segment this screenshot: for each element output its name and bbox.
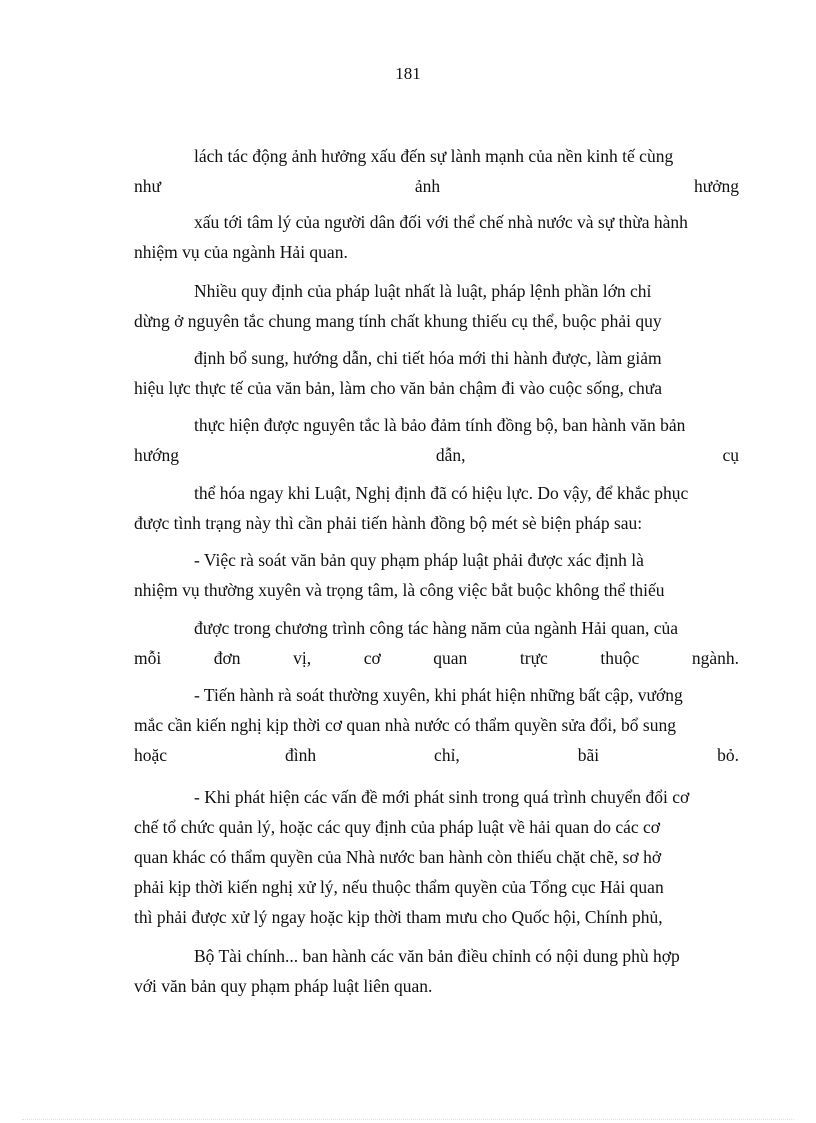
word: ảnh bbox=[414, 176, 441, 196]
word: cơ bbox=[363, 648, 381, 668]
bottom-divider bbox=[22, 1119, 794, 1120]
word: thuộc bbox=[600, 648, 640, 668]
page-number: 181 bbox=[395, 64, 421, 83]
text-line: - Việc rà soát văn bản quy phạm pháp luật phải được xác định là bbox=[194, 550, 644, 570]
text-line: thực hiện được nguyên tắc là bảo đảm tính đồng bộ, ban hành văn bản bbox=[194, 415, 686, 435]
word: bãi bbox=[577, 745, 600, 765]
text-line: chế tổ chức quản lý, hoặc các quy định của pháp luật về hải quan do các cơ bbox=[134, 817, 661, 837]
word: quan bbox=[433, 648, 468, 668]
word: vị, bbox=[293, 648, 312, 668]
word: đình bbox=[284, 745, 317, 765]
word: đơn bbox=[213, 648, 241, 668]
word: trực bbox=[519, 648, 548, 668]
justified-line bbox=[134, 175, 739, 197]
justified-line bbox=[134, 647, 739, 669]
text-line: nhiệm vụ của ngành Hải quan. bbox=[134, 242, 348, 262]
word: bỏ. bbox=[717, 745, 739, 765]
justified-line bbox=[134, 444, 739, 466]
text-line: hiệu lực thực tế của văn bản, làm cho văn bản chậm đi vào cuộc sống, chưa bbox=[134, 378, 662, 398]
text-line: được trong chương trình công tác hàng năm của ngành Hải quan, của bbox=[194, 618, 679, 638]
text-line: - Tiến hành rà soát thường xuyên, khi phát hiện những bất cập, vướng bbox=[194, 685, 683, 705]
text-line: với văn bản quy phạm pháp luật liên quan. bbox=[134, 976, 433, 996]
text-line: phải kịp thời kiến nghị xử lý, nếu thuộc thẩm quyền của Tổng cục Hải quan bbox=[134, 877, 664, 897]
text-line: Nhiều quy định của pháp luật nhất là luật, pháp lệnh phần lớn chỉ bbox=[194, 281, 652, 301]
text-line: lách tác động ảnh hưởng xấu đến sự lành mạnh của nền kinh tế cùng bbox=[194, 146, 674, 166]
text-line: mắc cần kiến nghị kịp thời cơ quan nhà nước có thẩm quyền sửa đổi, bổ sung bbox=[134, 715, 676, 735]
word: chỉ, bbox=[434, 745, 460, 765]
text-line: được tình trạng này thì cần phải tiến hành đồng bộ mét sè biện pháp sau: bbox=[134, 513, 643, 533]
word: ngành. bbox=[691, 648, 739, 668]
text-line: - Khi phát hiện các vấn đề mới phát sinh trong quá trình chuyển đổi cơ bbox=[194, 787, 690, 807]
word: mỗi bbox=[134, 648, 162, 668]
word: dẫn, bbox=[435, 445, 466, 465]
word: như bbox=[134, 176, 161, 196]
word: hoặc bbox=[134, 745, 168, 765]
word: hưởng bbox=[694, 176, 739, 196]
word: cụ bbox=[722, 445, 739, 465]
text-line: dừng ở nguyên tắc chung mang tính chất khung thiếu cụ thể, buộc phải quy bbox=[134, 311, 662, 331]
word: hướng bbox=[134, 445, 179, 465]
text-line: thì phải được xử lý ngay hoặc kịp thời tham mưu cho Quốc hội, Chính phủ, bbox=[134, 907, 663, 927]
text-line: thể hóa ngay khi Luật, Nghị định đã có hiệu lực. Do vậy, để khắc phục bbox=[194, 483, 689, 503]
text-line: xấu tới tâm lý của người dân đối với thể chế nhà nước và sự thừa hành bbox=[194, 212, 688, 232]
text-line: nhiệm vụ thường xuyên và trọng tâm, là công việc bắt buộc không thể thiếu bbox=[134, 580, 665, 600]
text-line: Bộ Tài chính... ban hành các văn bản điều chỉnh có nội dung phù hợp bbox=[194, 946, 680, 966]
text-line: định bổ sung, hướng dẫn, chi tiết hóa mới thi hành được, làm giảm bbox=[194, 348, 662, 368]
text-line: quan khác có thẩm quyền của Nhà nước ban hành còn thiếu chặt chẽ, sơ hở bbox=[134, 847, 662, 867]
justified-line bbox=[134, 744, 739, 766]
